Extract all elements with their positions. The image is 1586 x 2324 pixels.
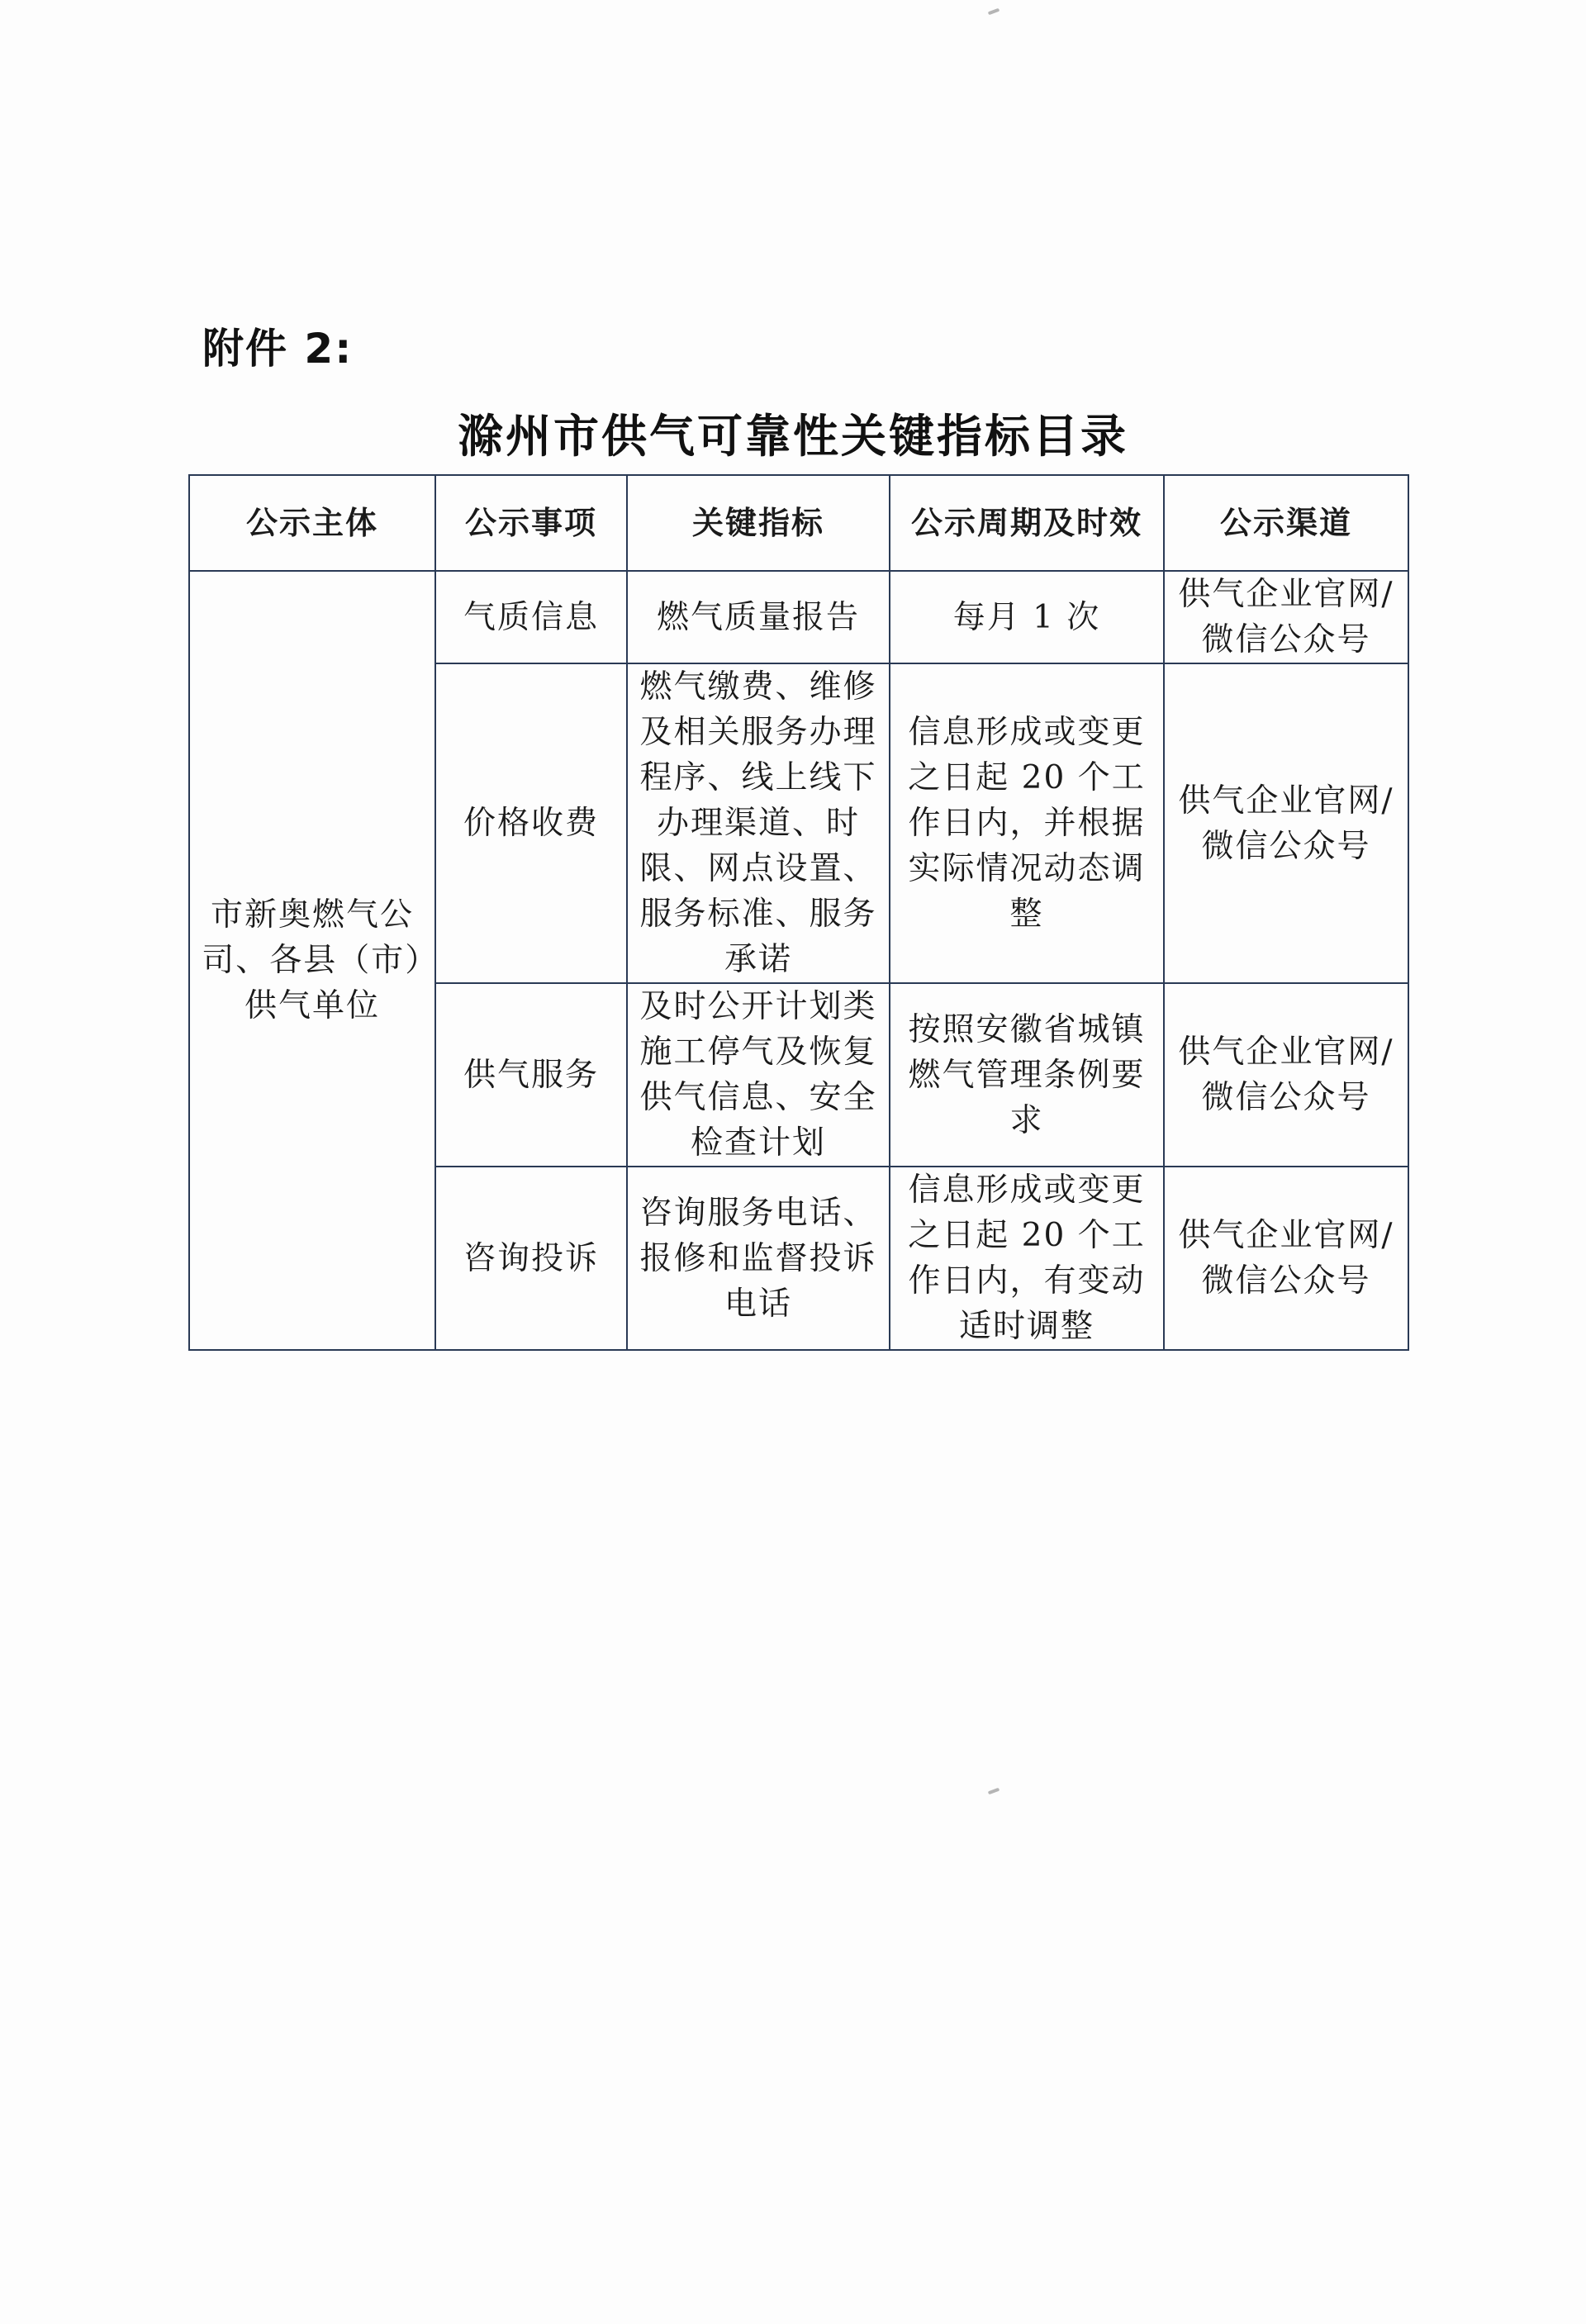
header-cycle: 公示周期及时效 xyxy=(890,475,1164,571)
channel-cell: 供气企业官网/微信公众号 xyxy=(1164,663,1408,983)
header-indicator: 关键指标 xyxy=(627,475,890,571)
indicator-cell: 燃气缴费、维修及相关服务办理程序、线上线下办理渠道、时限、网点设置、服务标准、服务承诺 xyxy=(627,663,890,983)
item-cell: 价格收费 xyxy=(435,663,627,983)
item-cell: 供气服务 xyxy=(435,983,627,1167)
item-cell: 咨询投诉 xyxy=(435,1167,627,1350)
indicator-cell: 燃气质量报告 xyxy=(627,571,890,663)
item-cell: 气质信息 xyxy=(435,571,627,663)
scan-speck xyxy=(988,8,1000,16)
scan-speck xyxy=(988,1788,1000,1795)
attachment-label: 附件 2: xyxy=(202,325,354,373)
header-item: 公示事项 xyxy=(435,475,627,571)
cycle-cell: 按照安徽省城镇燃气管理条例要求 xyxy=(890,983,1164,1167)
table-header-row xyxy=(189,475,1408,571)
table-row xyxy=(189,571,1408,663)
header-subject: 公示主体 xyxy=(189,475,435,571)
indicator-cell: 及时公开计划类施工停气及恢复供气信息、安全检查计划 xyxy=(627,983,890,1167)
channel-cell: 供气企业官网/微信公众号 xyxy=(1164,1167,1408,1350)
cycle-cell: 每月 1 次 xyxy=(890,571,1164,663)
header-channel: 公示渠道 xyxy=(1164,475,1408,571)
document-title: 滁州市供气可靠性关键指标目录 xyxy=(457,410,1128,463)
channel-cell: 供气企业官网/微信公众号 xyxy=(1164,983,1408,1167)
indicator-cell: 咨询服务电话、报修和监督投诉电话 xyxy=(627,1167,890,1350)
cycle-cell: 信息形成或变更之日起 20 个工作日内，有变动适时调整 xyxy=(890,1167,1164,1350)
channel-cell: 供气企业官网/微信公众号 xyxy=(1164,571,1408,663)
indicator-catalog-table xyxy=(188,474,1409,1351)
subject-text: 市新奥燃气公司、各县（市）供气单位 xyxy=(202,896,423,1024)
subject-cell xyxy=(189,571,435,1350)
cycle-cell: 信息形成或变更之日起 20 个工作日内，并根据实际情况动态调整 xyxy=(890,663,1164,983)
